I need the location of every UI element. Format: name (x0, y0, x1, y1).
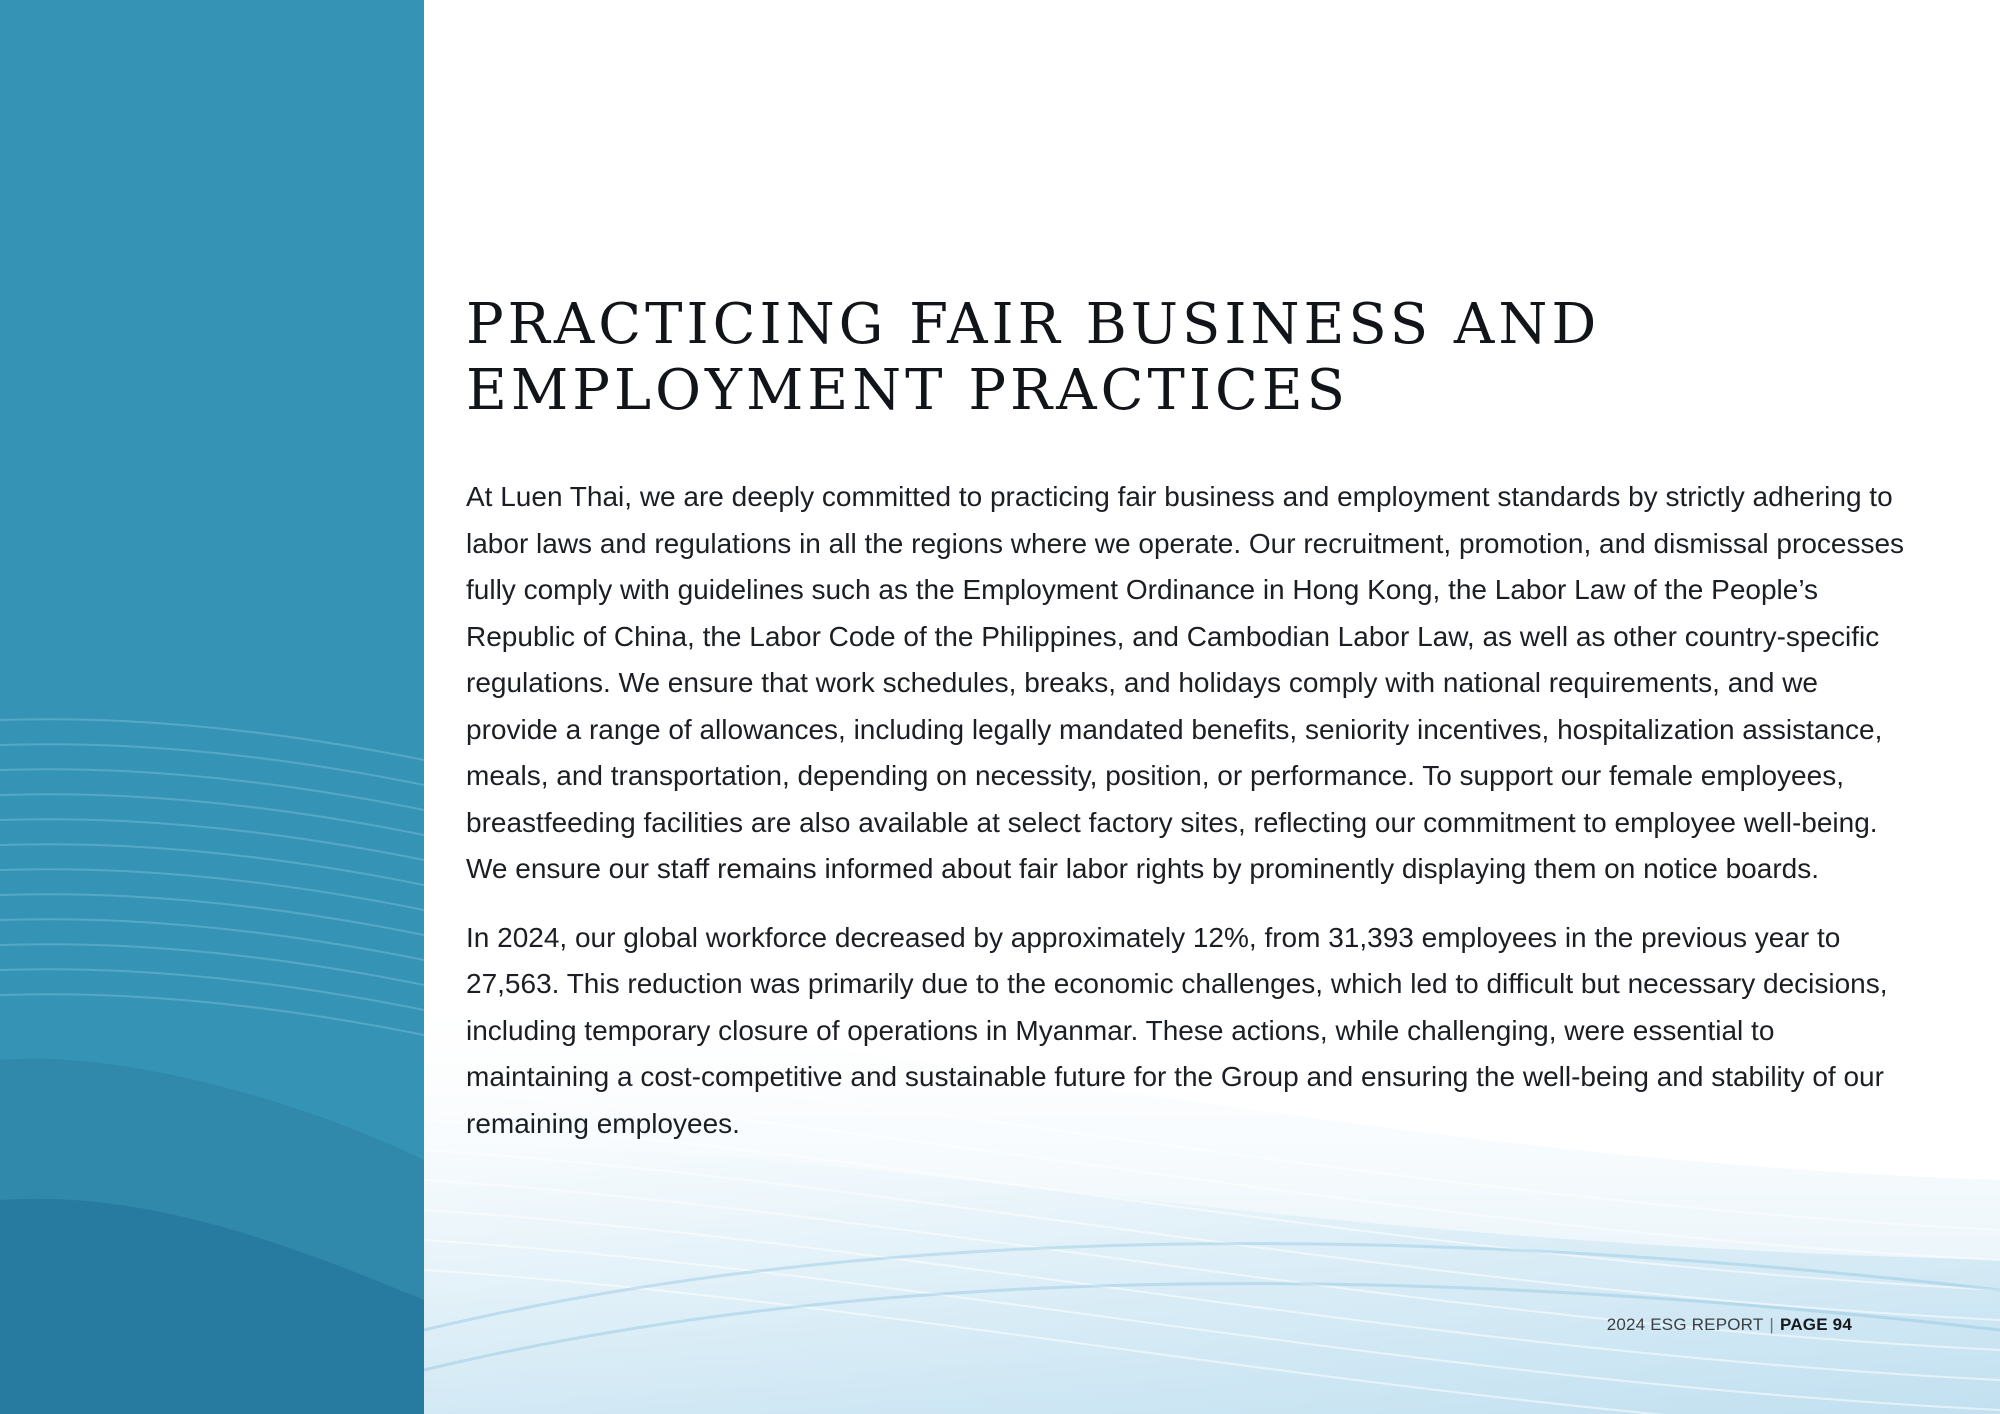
page-footer (1607, 1315, 1852, 1335)
sidebar-wave-pattern (0, 0, 424, 1414)
sidebar-panel (0, 0, 424, 1414)
footer-separator: | (1769, 1315, 1775, 1334)
body-paragraph-workforce: In 2024, our global workforce decreased by approximately 12%, from 31,393 employees in the previous year to 27,563. This reduction was primarily due to the economic challenges, which led to difficult but necessary decisions, including temporary closure of operations in Myanmar. These actions, while challenging, were essential to maintaining a cost-competitive and sustainable future for the Group and ensuring the well-being and stability of our remaining employees. (466, 921, 1888, 1139)
page-title: PRACTICING FAIR BUSINESS AND EMPLOYMENT PRACTICES (466, 292, 1601, 423)
body-paragraph-labor-practices: At Luen Thai, we are deeply committed to practicing fair business and employment standards by strictly adhering to labor laws and regulations in all the regions where we operate. Our recruitment, promotion, and dismissal processes fully comply with guidelines such as the Employment Ordinance in Hong Kong, the Labor Law of the People’s Republic of China, the Labor Code of the Philippines, and Cambodian Labor Law, as well as other country-specific regulations. We ensure that work schedules, breaks, and holidays comply with national requirements, and we provide a range of allowances, including legally mandated benefits, seniority incentives, hospitalization assistance, meals, and transportation, depending on necessity, position, or performance. To support our female employees, breastfeeding facilities are also available at select factory sites, reflecting our commitment to employee well-being. We ensure our staff remains informed about fair labor rights by prominently displaying them on notice boards. (466, 481, 1905, 884)
main-content (466, 292, 1906, 1147)
report-label: 2024 ESG REPORT (1606, 1315, 1764, 1334)
page-number: PAGE 94 (1780, 1315, 1852, 1334)
